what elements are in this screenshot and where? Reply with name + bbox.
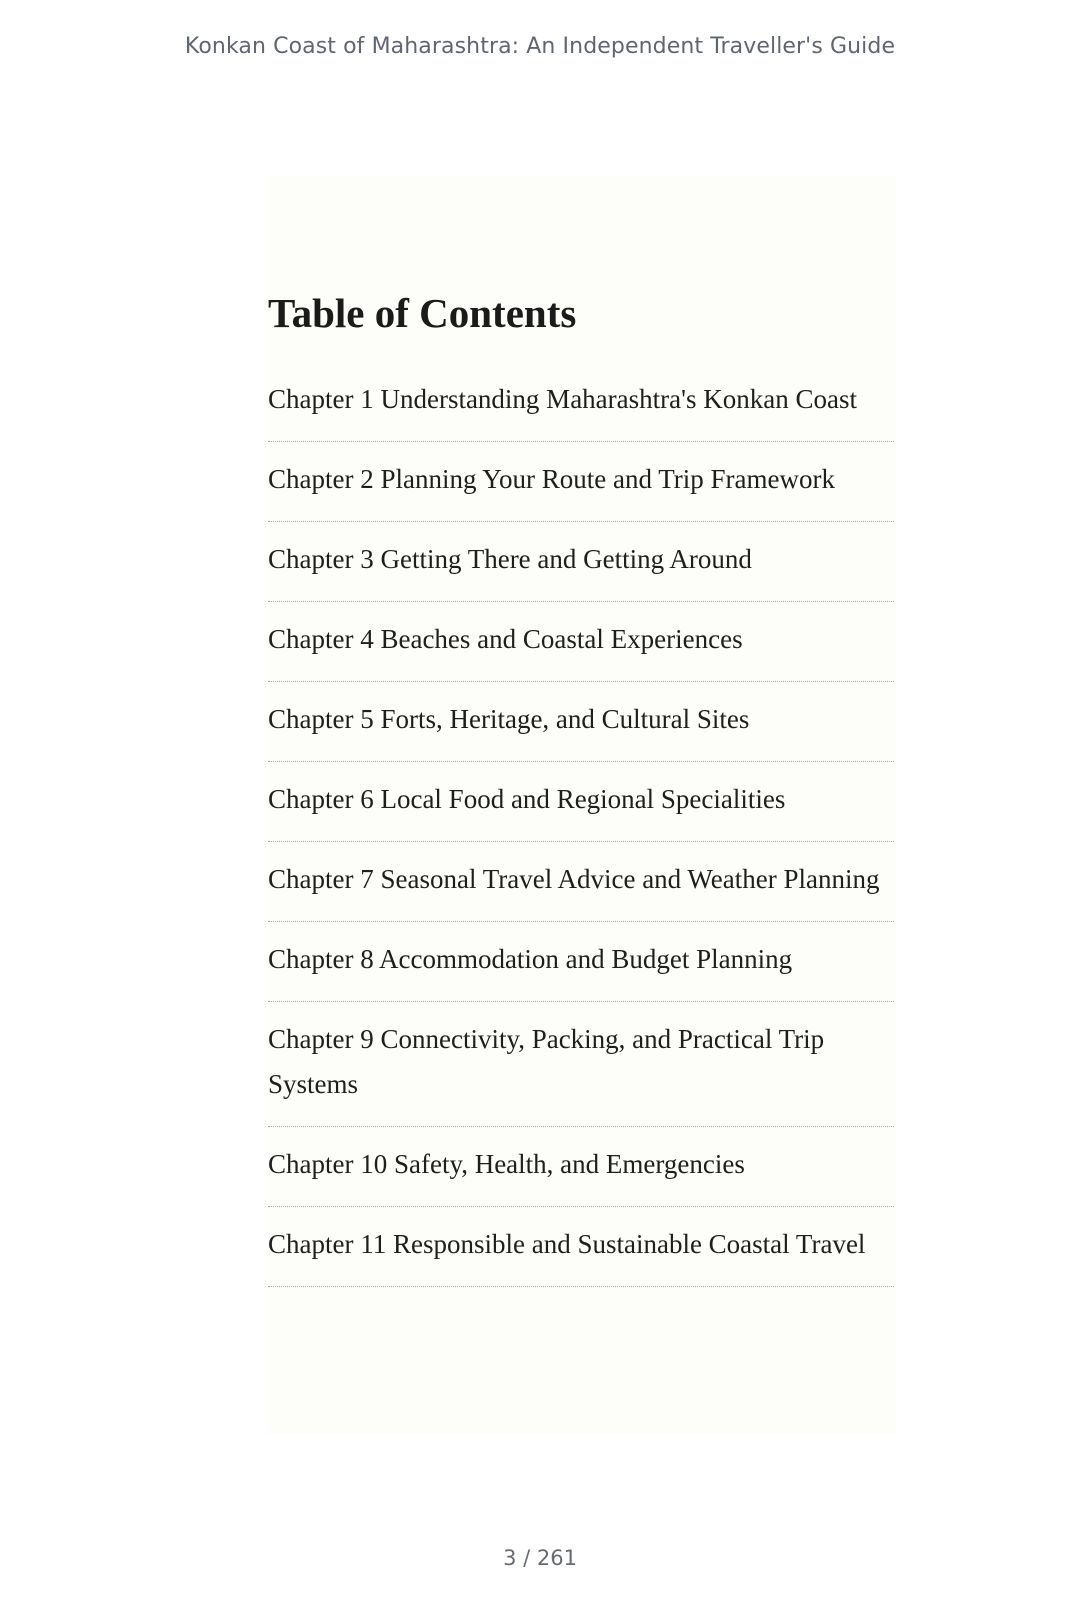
toc-entry-chapter-5[interactable]: Chapter 5 Forts, Heritage, and Cultural Sites: [268, 682, 894, 762]
toc-heading: Table of Contents: [268, 290, 577, 336]
toc-list: [268, 362, 894, 1287]
toc-entry-chapter-1[interactable]: Chapter 1 Understanding Maharashtra's Konkan Coast: [268, 362, 894, 442]
toc-entry-chapter-2[interactable]: Chapter 2 Planning Your Route and Trip Framework: [268, 442, 894, 522]
toc-entry-chapter-9[interactable]: Chapter 9 Connectivity, Packing, and Practical Trip Systems: [268, 1002, 894, 1127]
toc-entry-chapter-10[interactable]: Chapter 10 Safety, Health, and Emergencies: [268, 1127, 894, 1207]
toc-entry-chapter-7[interactable]: Chapter 7 Seasonal Travel Advice and Weather Planning: [268, 842, 894, 922]
toc-entry-chapter-4[interactable]: Chapter 4 Beaches and Coastal Experiences: [268, 602, 894, 682]
toc-entry-chapter-11[interactable]: Chapter 11 Responsible and Sustainable Coastal Travel: [268, 1207, 894, 1287]
page-counter: 3 / 261: [503, 1546, 577, 1570]
toc-entry-chapter-8[interactable]: Chapter 8 Accommodation and Budget Planning: [268, 922, 894, 1002]
toc-entry-chapter-6[interactable]: Chapter 6 Local Food and Regional Specialities: [268, 762, 894, 842]
book-title: Konkan Coast of Maharashtra: An Independent Traveller's Guide: [184, 34, 896, 59]
toc-entry-chapter-3[interactable]: Chapter 3 Getting There and Getting Around: [268, 522, 894, 602]
